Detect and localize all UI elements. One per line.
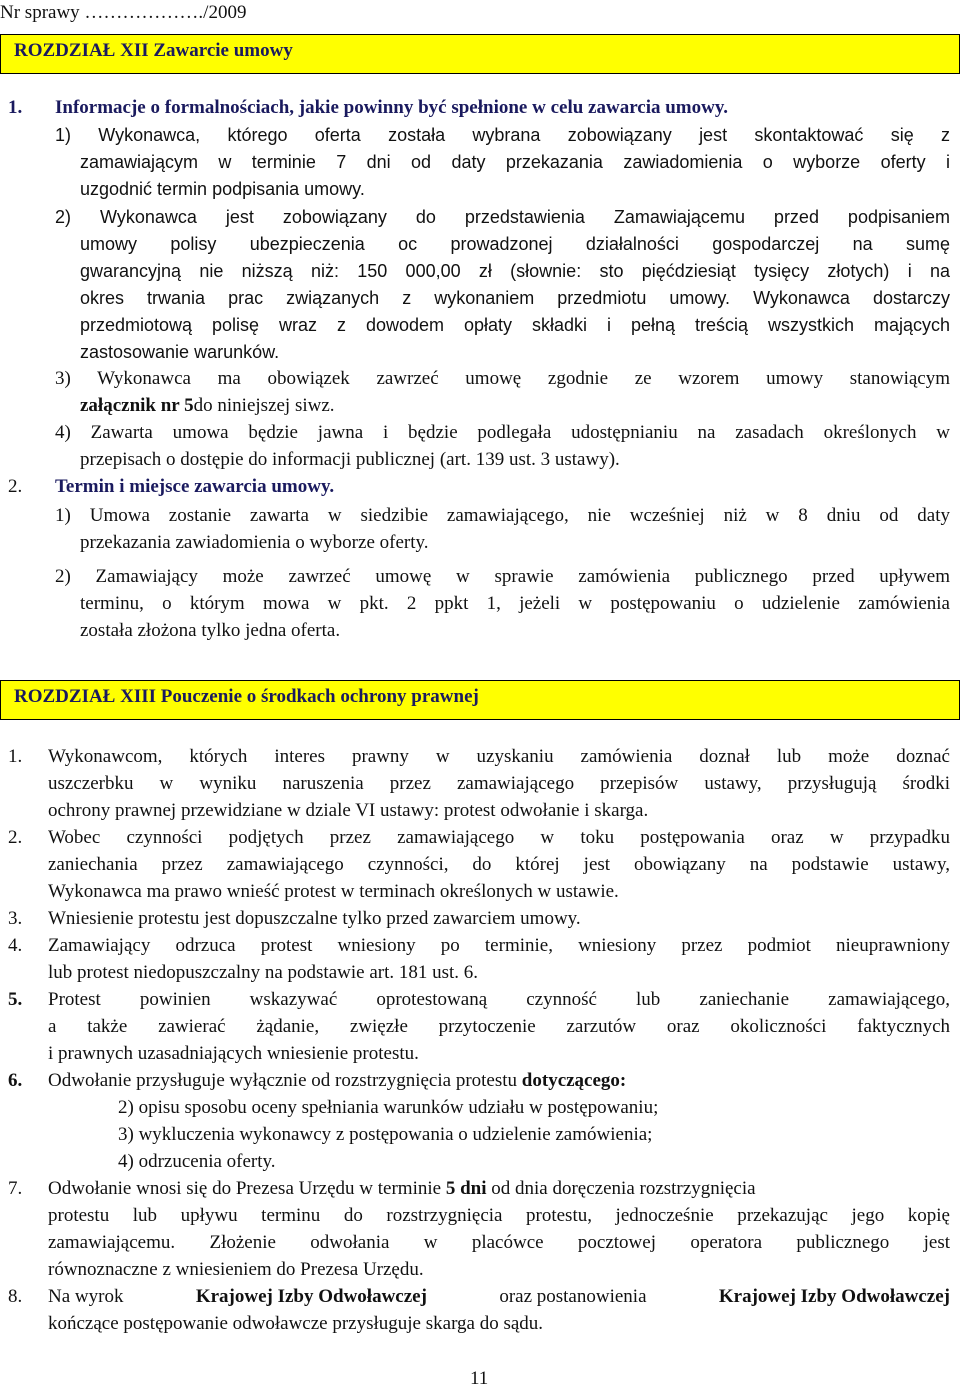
chapter-12-title: ROZDZIAŁ XII Zawarcie umowy bbox=[14, 40, 293, 61]
item-2-number: 2. bbox=[8, 827, 23, 848]
item-1-line3: ochrony prawnej przewidziane w dziale VI ustawy: protest odwołanie i skarga. bbox=[48, 800, 649, 821]
s1-p2-line1: 2) Wykonawca jest zobowiązany do przedstawienia Zamawiającemu przed podpisaniem bbox=[55, 207, 950, 227]
item-7-text-c: od dnia doręczenia rozstrzygnięcia bbox=[486, 1178, 756, 1199]
item-4-line1: Zamawiający odrzuca protest wniesiony po terminie, wniesiony przez podmiot nieuprawniony bbox=[48, 935, 950, 956]
item-8-line1 bbox=[48, 1284, 950, 1310]
item-8-part-c: oraz postanowienia bbox=[494, 1286, 652, 1307]
case-number: Nr sprawy ………………./2009 bbox=[0, 2, 247, 23]
item-2-line3: Wykonawca ma prawo wnieść protest w terminach określonych w ustawie. bbox=[48, 881, 619, 902]
item-4-line2: lub protest niedopuszczalny na podstawie art. 181 ust. 6. bbox=[48, 962, 479, 983]
attachment-ref: załącznik nr 5 bbox=[80, 395, 194, 416]
section-1-number: 1. bbox=[8, 97, 23, 118]
s2-p1-line2: przekazania zawiadomienia o wyborze oferty. bbox=[80, 532, 429, 553]
item-7-line1 bbox=[48, 1176, 756, 1202]
item-7-text-a: Odwołanie wnosi się do Prezesa Urzędu w terminie bbox=[48, 1178, 446, 1199]
s1-p3-rest: do niniejszej siwz. bbox=[193, 395, 335, 416]
item-7-line4: równoznaczne z wniesieniem do Prezesa Urzędu. bbox=[48, 1259, 424, 1280]
s2-p2-line2: terminu, o którym mowa w pkt. 2 ppkt 1, jeżeli w postępowaniu o udzielenie zamówienia bbox=[80, 593, 950, 614]
item-5-number: 5. bbox=[8, 989, 23, 1010]
item-6-sub-3: 3) wykluczenia wykonawcy z postępowania o udzielenie zamówienia; bbox=[118, 1124, 653, 1145]
item-3-number: 3. bbox=[8, 908, 23, 929]
item-1-line1: Wykonawcom, których interes prawny w uzyskaniu zamówienia doznał lub może doznać bbox=[48, 746, 950, 767]
s1-p2-line3: gwarancyjną nie niższą niż: 150 000,00 zł (słownie: sto pięćdziesiąt tysięcy złotych) i na bbox=[80, 261, 950, 281]
item-8-number: 8. bbox=[8, 1286, 23, 1307]
item-3-line1: Wniesienie protestu jest dopuszczalne tylko przed zawarciem umowy. bbox=[48, 908, 581, 929]
item-6-bold: dotyczącego: bbox=[521, 1070, 627, 1091]
item-6-sub-2: 2) opisu sposobu oceny spełniania warunków udziału w postępowaniu; bbox=[118, 1097, 659, 1118]
item-4-number: 4. bbox=[8, 935, 23, 956]
chapter-13-heading bbox=[0, 680, 960, 720]
s1-p1-line2: zamawiającym w terminie 7 dni od daty przekazania zawiadomienia o wyborze oferty i bbox=[80, 152, 950, 172]
s2-p2-line1: 2) Zamawiający może zawrzeć umowę w sprawie zamówienia publicznego przed upływem bbox=[55, 566, 950, 587]
s1-p4-line2: przepisach o dostępie do informacji publicznej (art. 139 ust. 3 ustawy). bbox=[80, 449, 620, 470]
item-5-line1: Protest powinien wskazywać oprotestowaną czynność lub zaniechanie zamawiającego, bbox=[48, 989, 950, 1010]
item-8-kio-1: Krajowej Izby Odwoławczej bbox=[195, 1286, 427, 1307]
item-6-number: 6. bbox=[8, 1070, 23, 1091]
s1-p2-line5: przedmiotową polisę wraz z dowodem opłaty składki i pełną treścią wszystkich mających bbox=[80, 315, 950, 335]
s1-p2-line6: zastosowanie warunków. bbox=[80, 342, 280, 362]
item-7-line3: zamawiającemu. Złożenie odwołania w placówce pocztowej operatora publicznego jest bbox=[48, 1232, 950, 1253]
page-number: 11 bbox=[470, 1368, 489, 1389]
section-2-number: 2. bbox=[8, 476, 23, 497]
s1-p1-line1: 1) Wykonawca, którego oferta została wybrana zobowiązany jest skontaktować się z bbox=[55, 125, 950, 145]
section-2-title: Termin i miejsce zawarcia umowy. bbox=[55, 476, 335, 497]
s1-p3-line1: 3) Wykonawca ma obowiązek zawrzeć umowę zgodnie ze wzorem umowy stanowiącym bbox=[55, 368, 950, 389]
item-1-number: 1. bbox=[8, 746, 23, 767]
item-2-line1: Wobec czynności podjętych przez zamawiającego w toku postępowania oraz w przypadku bbox=[48, 827, 950, 848]
item-5-line2: a także zawierać żądanie, zwięzłe przytoczenie zarzutów oraz okoliczności faktycznych bbox=[48, 1016, 950, 1037]
s1-p3-line2 bbox=[80, 393, 335, 419]
s2-p1-line1: 1) Umowa zostanie zawarta w siedzibie zamawiającego, nie wcześniej niż w 8 dniu od daty bbox=[55, 505, 950, 526]
s1-p2-line4: okres trwania prac związanych z wykonaniem przedmiotu umowy. Wykonawca dostarczy bbox=[80, 288, 950, 308]
item-6-text: Odwołanie przysługuje wyłącznie od rozstrzygnięcia protestu bbox=[48, 1070, 522, 1091]
item-8-kio-2: Krajowej Izby Odwoławczej bbox=[718, 1286, 950, 1307]
item-8-part-a: Na wyrok bbox=[48, 1286, 129, 1307]
s1-p1-line3: uzgodnić termin podpisania umowy. bbox=[80, 179, 365, 199]
item-6-line1 bbox=[48, 1068, 626, 1094]
s1-p2-line2: umowy polisy ubezpieczenia oc prowadzonej działalności gospodarczej na sumę bbox=[80, 234, 950, 254]
section-1-title: Informacje o formalnościach, jakie powinny być spełnione w celu zawarcia umowy. bbox=[55, 97, 729, 118]
chapter-13-title: ROZDZIAŁ XIII Pouczenie o środkach ochrony prawnej bbox=[14, 686, 479, 707]
item-7-deadline: 5 dni bbox=[445, 1178, 487, 1199]
item-6-sub-4: 4) odrzucenia oferty. bbox=[118, 1151, 276, 1172]
item-2-line2: zaniechania przez zamawiającego czynności, do której jest obowiązany na podstawie ustawy, bbox=[48, 854, 950, 875]
item-1-line2: uszczerbku w wyniku naruszenia przez zamawiającego przepisów ustawy, przysługują środki bbox=[48, 773, 950, 794]
chapter-12-heading bbox=[0, 34, 960, 74]
item-5-line3: i prawnych uzasadniających wniesienie protestu. bbox=[48, 1043, 419, 1064]
item-7-line2: protestu lub upływu terminu do rozstrzygnięcia protestu, jednocześnie przekazując jego kopię bbox=[48, 1205, 950, 1226]
s2-p2-line3: została złożona tylko jedna oferta. bbox=[80, 620, 341, 641]
s1-p4-line1: 4) Zawarta umowa będzie jawna i będzie podlegała udostępnianiu na zasadach określonych w bbox=[55, 422, 950, 443]
item-8-line2: kończące postępowanie odwoławcze przysługuje skarga do sądu. bbox=[48, 1313, 544, 1334]
item-7-number: 7. bbox=[8, 1178, 23, 1199]
